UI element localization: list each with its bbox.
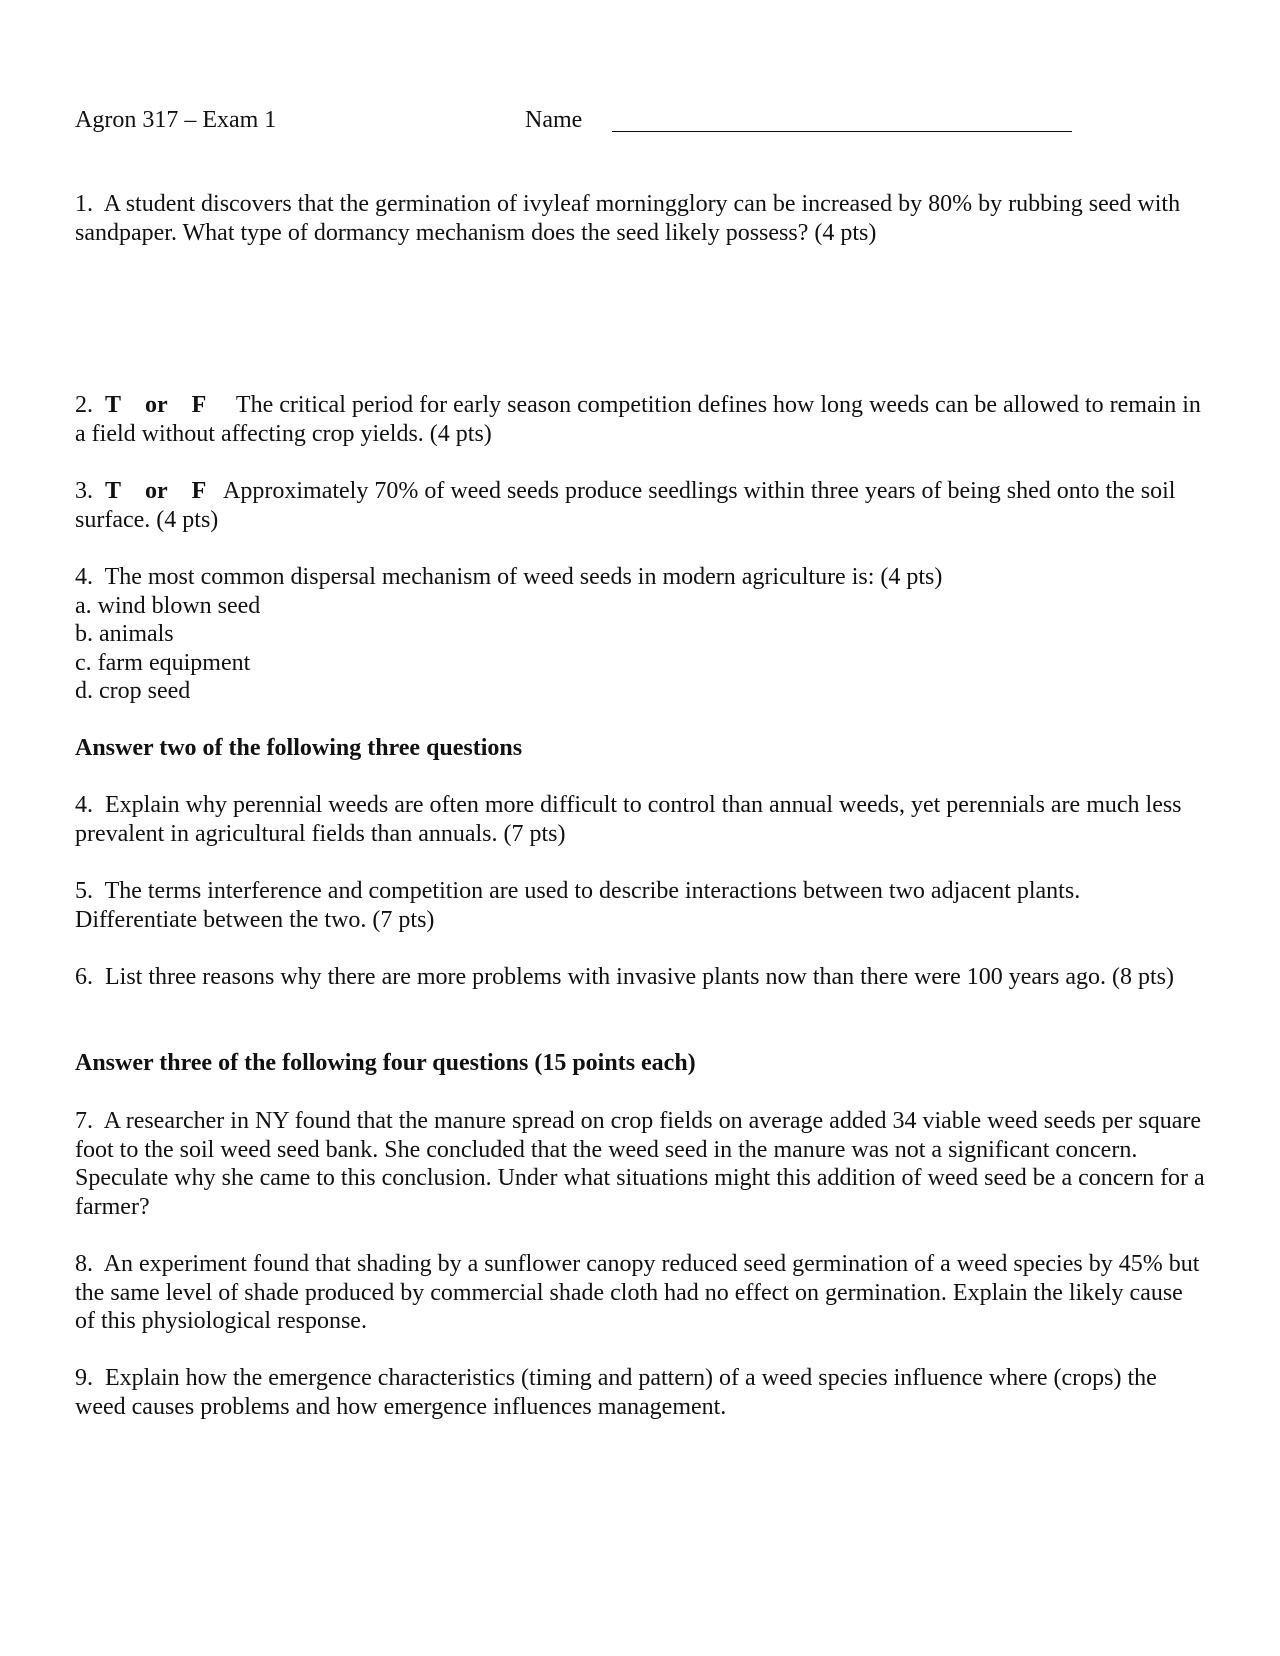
question-8 bbox=[75, 1250, 1205, 1336]
answer-option-d: d. crop seed bbox=[75, 678, 191, 704]
question-text: Approximately 70% of weed seeds produce seedlings within three years of being shed onto the soil surface. (4 pts) bbox=[75, 478, 1176, 533]
question-2 bbox=[75, 391, 1205, 448]
question-text: Explain how the emergence characteristics (timing and pattern) of a weed species influence where (crops) the weed causes problems and how emergence influences management. bbox=[75, 1365, 1157, 1420]
question-number: 4. bbox=[75, 564, 93, 590]
true-option: T bbox=[105, 392, 122, 418]
question-text: A researcher in NY found that the manure spread on crop fields on average added 34 viable weed seeds per square foot to the soil weed seed bank. She concluded that the weed seed in the manure was not a significant concern. Speculate why she came to this conclusion. Under what situations might this addition of weed seed be a concern for a farmer? bbox=[75, 1108, 1205, 1220]
question-text: The terms interference and competition are used to describe interactions between two adjacent plants. Differentiate between the two. (7 pts) bbox=[75, 878, 1081, 933]
section-heading-1: Answer two of the following three questions bbox=[75, 735, 523, 761]
question-number: 9. bbox=[75, 1365, 93, 1391]
false-option: F bbox=[191, 392, 207, 418]
answer-option-c: c. farm equipment bbox=[75, 649, 251, 676]
question-5 bbox=[75, 877, 1205, 934]
true-option: T bbox=[105, 478, 122, 504]
section-heading-2: Answer three of the following four questions (15 points each) bbox=[75, 1050, 696, 1076]
question-text: The most common dispersal mechanism of weed seeds in modern agriculture is: (4 pts) bbox=[104, 564, 943, 590]
question-number: 7. bbox=[75, 1108, 93, 1134]
false-option: F bbox=[191, 478, 207, 504]
question-text: A student discovers that the germination of ivyleaf morningglory can be increased by 80% by rubbing seed with sandpaper. What type of dormancy mechanism does the seed likely possess? (4 pts) bbox=[75, 191, 1181, 246]
question-number: 4. bbox=[75, 792, 93, 818]
name-blank-line bbox=[612, 131, 1072, 132]
question-number: 8. bbox=[75, 1251, 93, 1277]
question-text: List three reasons why there are more problems with invasive plants now than there were 100 years ago. (8 pts) bbox=[105, 964, 1175, 990]
answer-option-a: a. wind blown seed bbox=[75, 592, 261, 619]
question-4 bbox=[75, 563, 1205, 706]
question-number: 2. bbox=[75, 392, 93, 418]
question-1 bbox=[75, 190, 1205, 247]
question-number: 1. bbox=[75, 191, 93, 217]
question-text: Explain why perennial weeds are often more difficult to control than annual weeds, yet perennials are much less prevalent in agricultural fields than annuals. (7 pts) bbox=[75, 792, 1182, 847]
or-text: or bbox=[145, 478, 168, 504]
answer-option-b: b. animals bbox=[75, 621, 174, 647]
question-number: 5. bbox=[75, 878, 93, 904]
question-4b bbox=[75, 791, 1205, 848]
exam-header bbox=[0, 106, 1280, 136]
question-7 bbox=[75, 1107, 1205, 1221]
or-text: or bbox=[145, 392, 168, 418]
course-title: Agron 317 – Exam 1 bbox=[75, 107, 277, 133]
question-number: 3. bbox=[75, 478, 93, 504]
question-6 bbox=[75, 963, 1205, 992]
question-9 bbox=[75, 1364, 1205, 1421]
question-text: An experiment found that shading by a sunflower canopy reduced seed germination of a weed species by 45% but the same level of shade produced by commercial shade cloth had no effect on germination. Explain the likely cause of this physiological response. bbox=[75, 1251, 1200, 1334]
name-label: Name bbox=[525, 107, 583, 133]
question-number: 6. bbox=[75, 964, 93, 990]
question-text: The critical period for early season competition defines how long weeds can be allowed to remain in a field without affecting crop yields. (4 pts) bbox=[75, 392, 1201, 447]
question-3 bbox=[75, 477, 1205, 534]
